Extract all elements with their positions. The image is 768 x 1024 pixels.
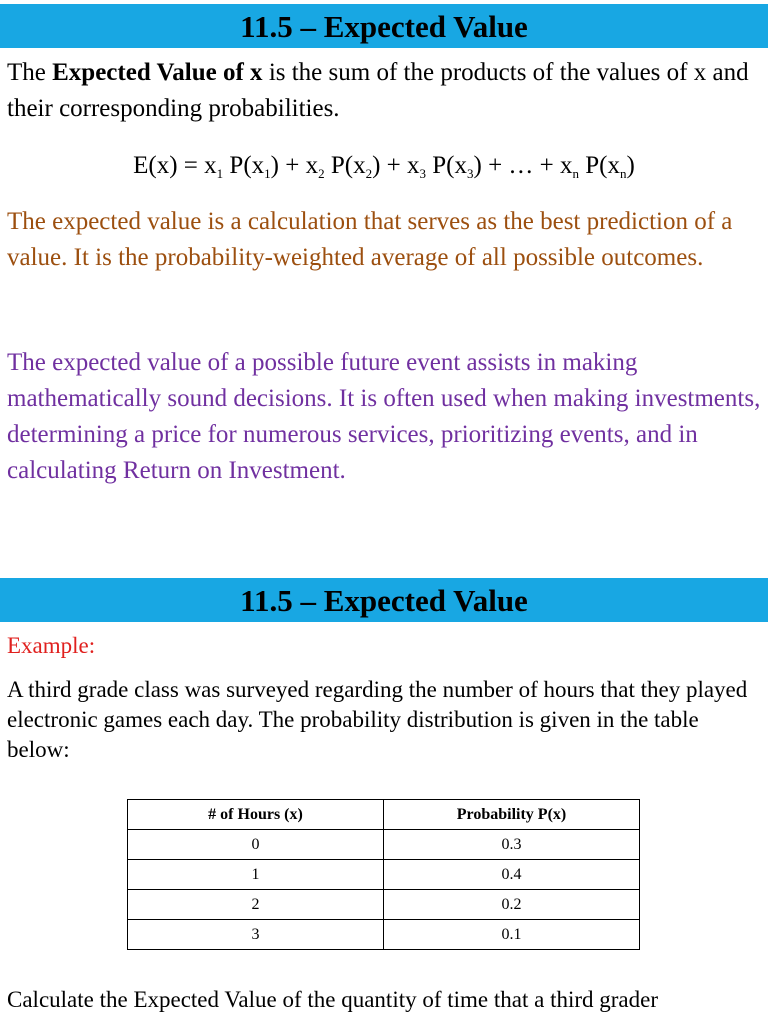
calculate-instruction: Calculate the Expected Value of the quantity of time that a third grader [7, 987, 659, 1012]
probability-cell: 0.1 [384, 920, 640, 950]
slide2-title: 11.5 – Expected Value [240, 583, 528, 618]
formula-part: ) [626, 152, 635, 179]
definition-term: Expected Value of x [52, 59, 263, 86]
probability-distribution-table [127, 799, 640, 950]
formula-subscript: n [572, 166, 580, 181]
formula-part: P(x [223, 152, 265, 179]
formula-part: P(x [426, 152, 467, 179]
slide1-title-banner [0, 4, 768, 48]
survey-paragraph: A third grade class was surveyed regarding the number of hours that they played electronic games each day. The probability distribution is given in the table below: [7, 677, 748, 762]
decisions-paragraph: The expected value of a possible future event assists in making mathematically sound decisions. It is often used when making investments, determining a price for numerous services, prioritizing events, and in calculating Return on Investment. [7, 349, 761, 484]
formula-part: ) + … + x [473, 152, 573, 179]
formula-subscript: 1 [216, 166, 224, 181]
formula-subscript: 2 [365, 166, 373, 181]
slide1-title: 11.5 – Expected Value [240, 9, 528, 44]
table-row [128, 890, 640, 920]
example-label: Example: [7, 633, 96, 658]
probability-cell: 0.4 [384, 860, 640, 890]
formula-part: P(x [579, 152, 621, 179]
probability-column-header: Probability P(x) [384, 800, 640, 830]
probability-cell: 0.3 [384, 830, 640, 860]
table-row [128, 860, 640, 890]
formula-part: P(x [324, 152, 366, 179]
formula-part: E(x) = x [133, 152, 217, 179]
definition-lead: The [7, 59, 53, 86]
formula-subscript: 3 [467, 166, 474, 181]
hours-cell: 2 [128, 890, 384, 920]
formula-subscript: 3 [419, 166, 427, 181]
hours-cell: 1 [128, 860, 384, 890]
formula-subscript: 2 [318, 166, 325, 181]
slide2-title-banner [0, 578, 768, 622]
definition-paragraph [7, 55, 765, 127]
hours-cell: 3 [128, 920, 384, 950]
best-prediction-paragraph: The expected value is a calculation that serves as the best prediction of a value. It is the probability-weighted average of all possible outcomes. [7, 208, 733, 271]
formula-part: ) + x [270, 152, 319, 179]
expected-value-formula [0, 148, 768, 184]
table-row [128, 920, 640, 950]
formula-part: ) + x [372, 152, 420, 179]
probability-cell: 0.2 [384, 890, 640, 920]
hours-column-header: # of Hours (x) [128, 800, 384, 830]
definition-rest: is the sum of the products of the values of x and their corresponding probabilities. [7, 59, 749, 122]
table-header-row [128, 800, 640, 830]
formula-subscript: n [620, 166, 627, 181]
formula-subscript: 1 [264, 166, 271, 181]
hours-cell: 0 [128, 830, 384, 860]
table-row [128, 830, 640, 860]
